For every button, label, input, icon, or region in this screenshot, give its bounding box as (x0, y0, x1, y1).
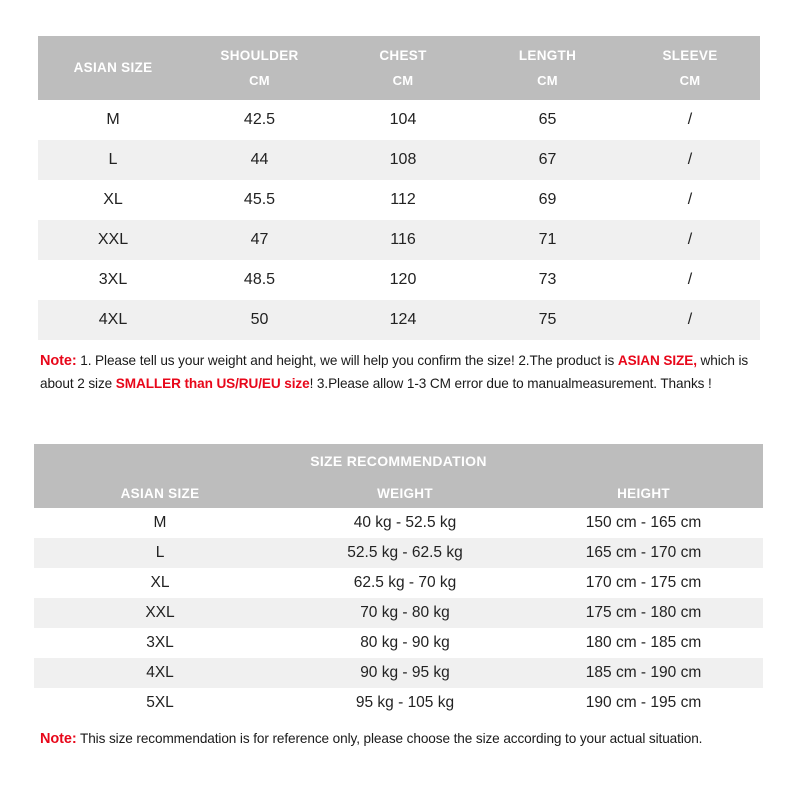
column-header-asian-size-label: ASIAN SIZE (73, 60, 153, 76)
measurement-cell-shoulder: 45.5 (188, 180, 331, 220)
measurement-cell-length: 67 (475, 140, 620, 180)
measurement-cell-sleeve: / (620, 260, 760, 300)
table-row (34, 508, 763, 538)
measurement-cell-size: M (38, 100, 188, 140)
measurement-cell-length: 71 (475, 220, 620, 260)
measurement-cell-length: 73 (475, 260, 620, 300)
recommendation-cell-height: 175 cm - 180 cm (524, 598, 763, 628)
measurement-cell-size: XL (38, 180, 188, 220)
table-row (34, 628, 763, 658)
recommendation-cell-size: 4XL (34, 658, 286, 688)
recommendation-title-row (34, 444, 763, 478)
column-header-rec-weight: WEIGHT (286, 478, 524, 508)
measurement-cell-shoulder: 48.5 (188, 260, 331, 300)
recommendation-cell-weight: 52.5 kg - 62.5 kg (286, 538, 524, 568)
measurement-cell-chest: 112 (331, 180, 475, 220)
column-header-chest (331, 36, 475, 100)
measurement-note-part2: which is about 2 size (40, 353, 749, 391)
column-header-shoulder (188, 36, 331, 100)
recommendation-note-label: Note: (40, 731, 77, 747)
measurement-cell-chest: 108 (331, 140, 475, 180)
recommendation-cell-height: 165 cm - 170 cm (524, 538, 763, 568)
recommendation-note (40, 728, 740, 751)
recommendation-cell-weight: 40 kg - 52.5 kg (286, 508, 524, 538)
table-row (34, 538, 763, 568)
measurement-cell-size: XXL (38, 220, 188, 260)
measurement-cell-sleeve: / (620, 140, 760, 180)
recommendation-table-title: SIZE RECOMMENDATION (34, 444, 763, 478)
measurement-cell-shoulder: 42.5 (188, 100, 331, 140)
table-row (38, 140, 760, 180)
column-header-chest-label: CHEST (379, 48, 427, 64)
table-row (34, 568, 763, 598)
measurement-note-part1: 1. Please tell us your weight and height, we will help you confirm the size! 2.The product is (76, 353, 618, 368)
measurement-table-body (38, 100, 760, 340)
column-header-asian-size (38, 36, 188, 100)
table-row (38, 220, 760, 260)
column-header-length (475, 36, 620, 100)
table-row (34, 688, 763, 718)
recommendation-cell-height: 185 cm - 190 cm (524, 658, 763, 688)
column-header-length-unit: CM (537, 72, 558, 88)
recommendation-cell-height: 190 cm - 195 cm (524, 688, 763, 718)
recommendation-table-body (34, 508, 763, 718)
measurement-cell-size: 3XL (38, 260, 188, 300)
recommendation-cell-size: XXL (34, 598, 286, 628)
measurement-cell-sleeve: / (620, 180, 760, 220)
measurement-table-header (38, 36, 760, 100)
measurement-cell-length: 75 (475, 300, 620, 340)
measurement-note-label: Note: (40, 353, 77, 369)
measurement-cell-chest: 116 (331, 220, 475, 260)
recommendation-header-row (34, 478, 763, 508)
column-header-rec-height: HEIGHT (524, 478, 763, 508)
recommendation-note-text: This size recommendation is for reference only, please choose the size according to your actual situation. (76, 731, 703, 746)
measurement-cell-shoulder: 44 (188, 140, 331, 180)
column-header-shoulder-label: SHOULDER (220, 48, 299, 64)
measurement-cell-sleeve: / (620, 100, 760, 140)
measurement-cell-shoulder: 47 (188, 220, 331, 260)
measurement-note-highlight-asian-size: ASIAN SIZE, (617, 353, 697, 368)
recommendation-cell-size: M (34, 508, 286, 538)
measurement-note-part3: ! 3.Please allow 1-3 CM error due to manualmeasurement. Thanks ! (309, 375, 712, 391)
column-header-shoulder-unit: CM (249, 72, 270, 88)
recommendation-cell-size: 5XL (34, 688, 286, 718)
recommendation-cell-height: 150 cm - 165 cm (524, 508, 763, 538)
recommendation-table-header (34, 444, 763, 508)
recommendation-cell-weight: 95 kg - 105 kg (286, 688, 524, 718)
column-header-chest-unit: CM (392, 72, 414, 88)
column-header-rec-asian-size: ASIAN SIZE (34, 478, 286, 508)
column-header-sleeve-unit: CM (679, 72, 701, 88)
measurement-cell-shoulder: 50 (188, 300, 331, 340)
table-row (34, 658, 763, 688)
measurement-header-row (38, 36, 760, 100)
measurement-cell-sleeve: / (620, 300, 760, 340)
table-row (38, 180, 760, 220)
table-row (38, 300, 760, 340)
measurement-cell-size: L (38, 140, 188, 180)
column-header-length-label: LENGTH (518, 48, 577, 64)
table-row (34, 598, 763, 628)
size-recommendation-table (34, 444, 763, 718)
recommendation-cell-size: XL (34, 568, 286, 598)
recommendation-cell-weight: 70 kg - 80 kg (286, 598, 524, 628)
measurement-cell-sleeve: / (620, 220, 760, 260)
measurement-cell-length: 65 (475, 100, 620, 140)
measurement-note (40, 350, 766, 394)
table-row (38, 100, 760, 140)
column-header-sleeve-label: SLEEVE (662, 48, 718, 64)
column-header-sleeve (620, 36, 760, 100)
recommendation-cell-weight: 80 kg - 90 kg (286, 628, 524, 658)
measurement-cell-chest: 120 (331, 260, 475, 300)
table-row (38, 260, 760, 300)
measurement-cell-length: 69 (475, 180, 620, 220)
measurement-cell-chest: 124 (331, 300, 475, 340)
recommendation-cell-size: L (34, 538, 286, 568)
measurement-cell-size: 4XL (38, 300, 188, 340)
measurement-cell-chest: 104 (331, 100, 475, 140)
measurement-note-highlight-smaller: SMALLER than US/RU/EU size (115, 375, 310, 391)
recommendation-cell-weight: 62.5 kg - 70 kg (286, 568, 524, 598)
recommendation-cell-height: 170 cm - 175 cm (524, 568, 763, 598)
recommendation-cell-size: 3XL (34, 628, 286, 658)
measurement-size-table (38, 36, 760, 340)
recommendation-cell-weight: 90 kg - 95 kg (286, 658, 524, 688)
recommendation-cell-height: 180 cm - 185 cm (524, 628, 763, 658)
